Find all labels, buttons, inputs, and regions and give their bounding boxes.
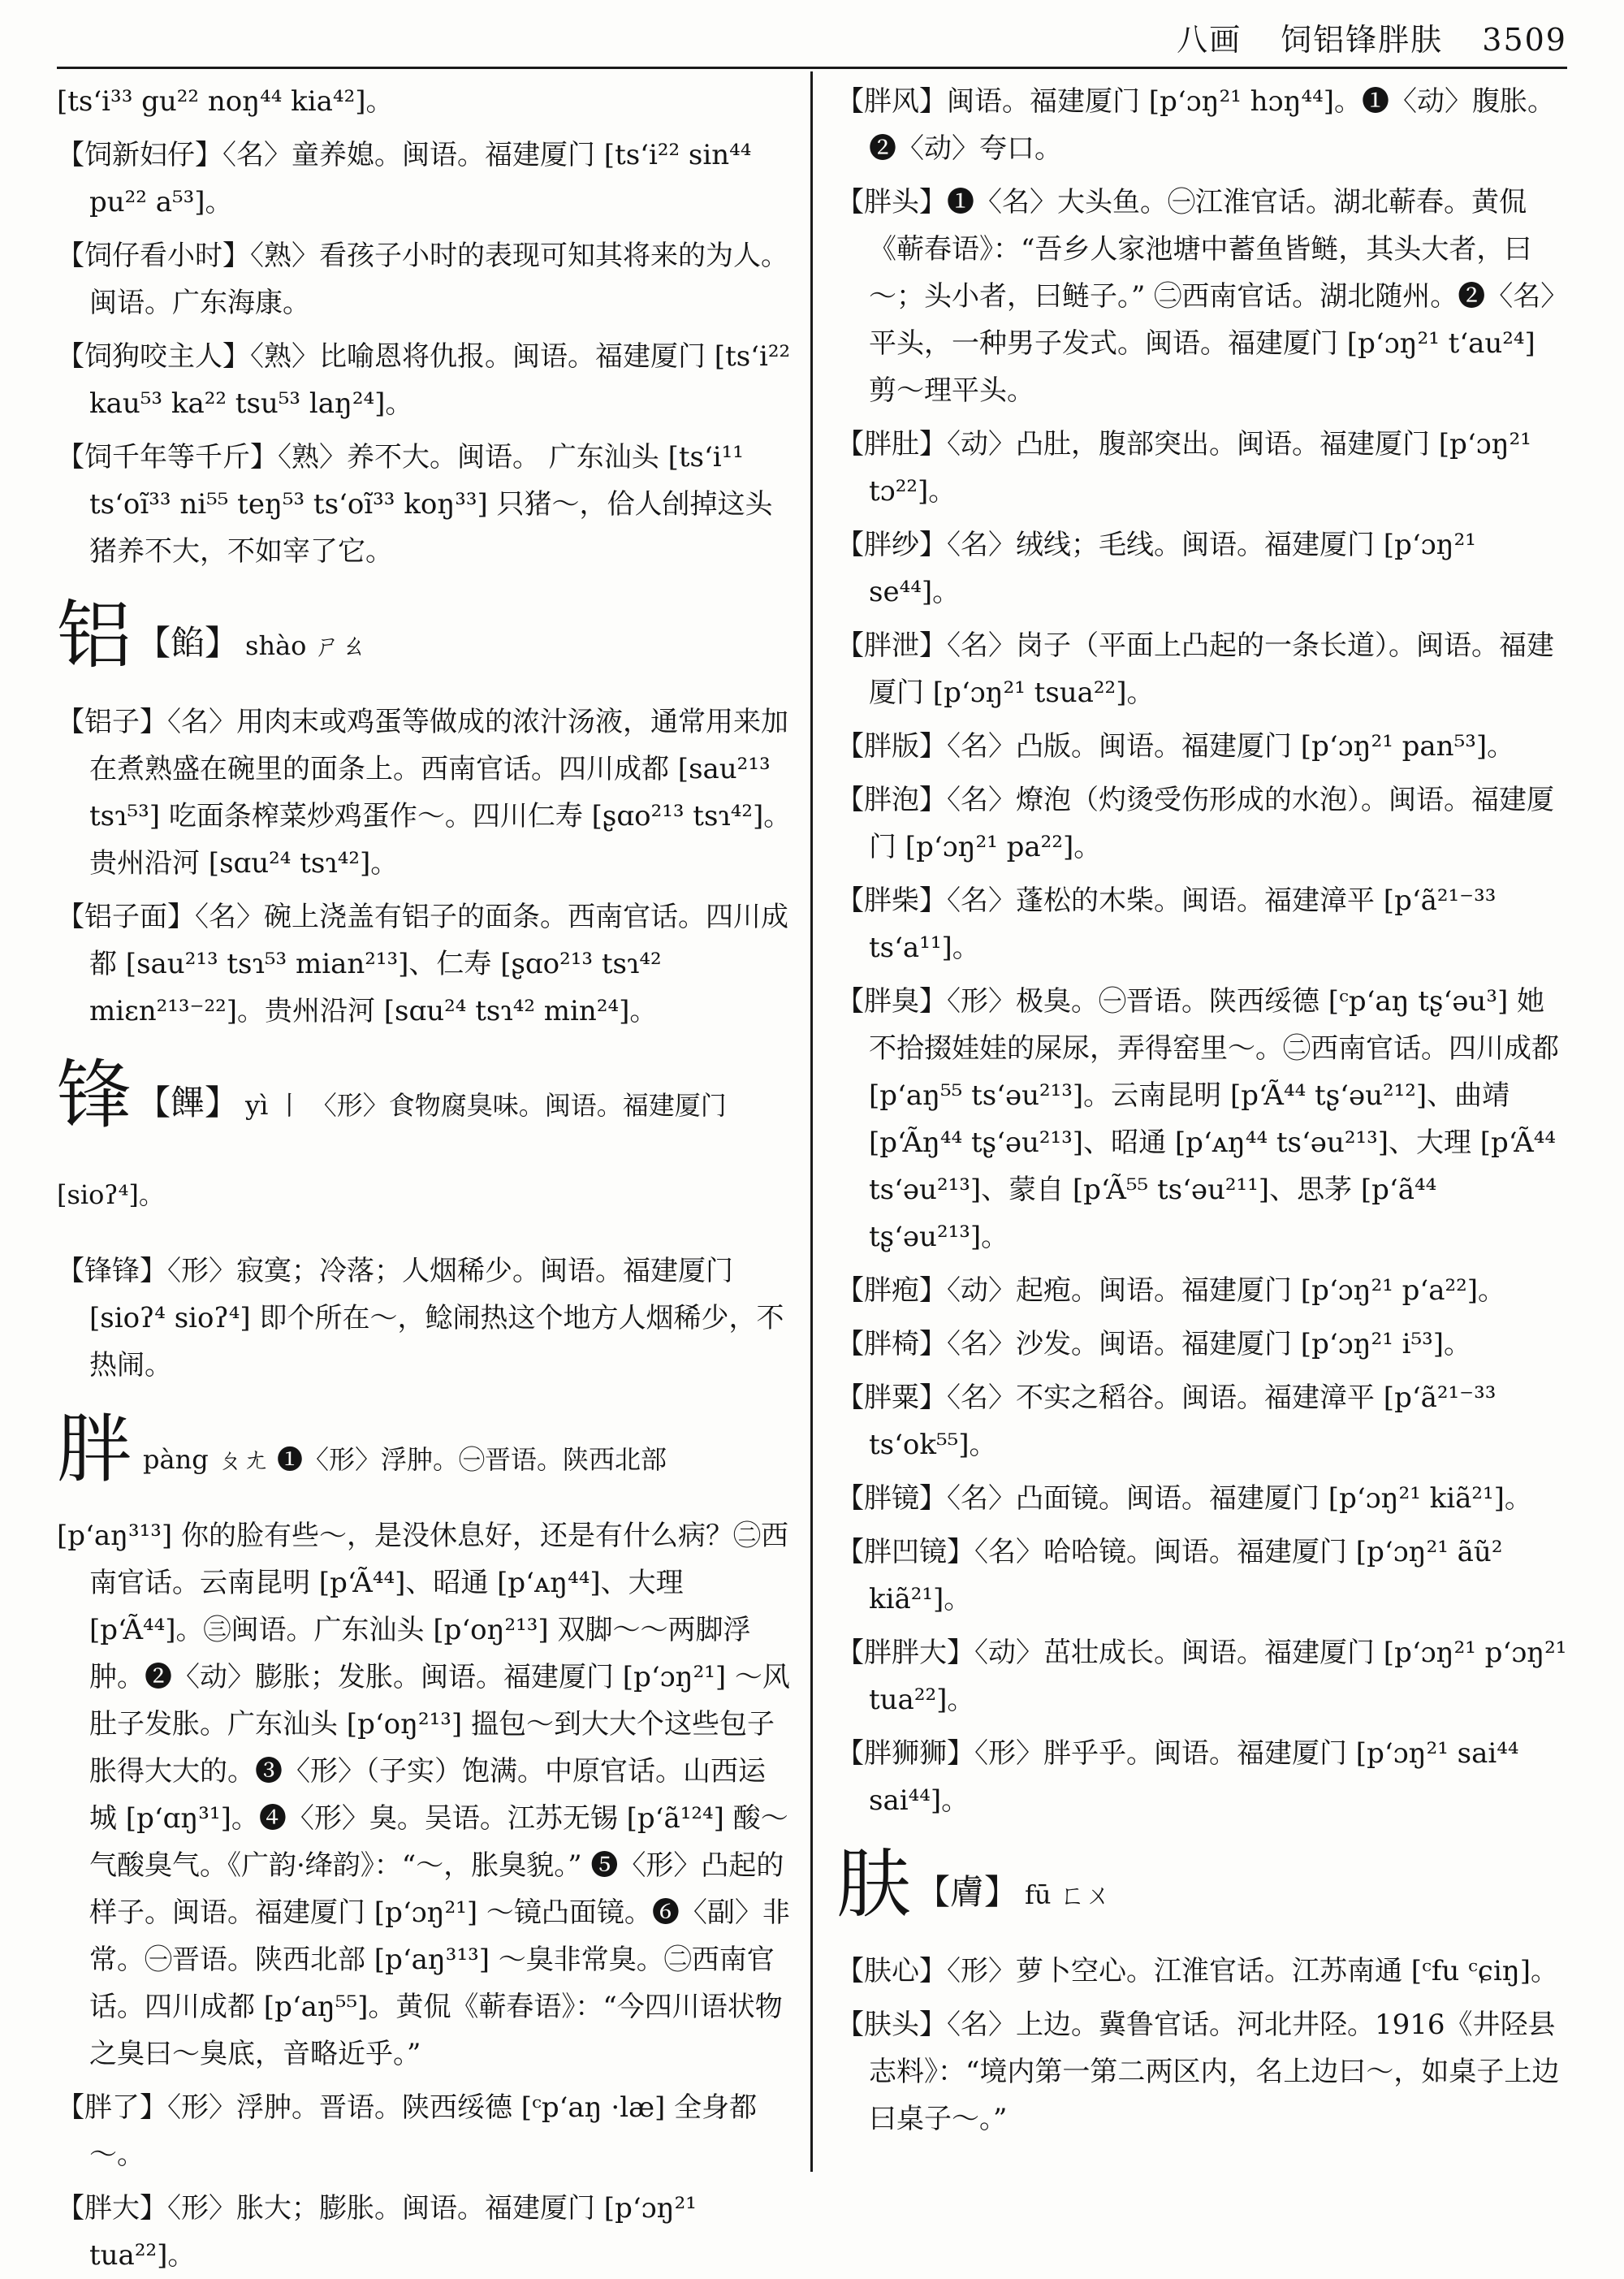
- pronunciation: shào ㄕㄠ: [245, 630, 367, 661]
- left-column: [57, 78, 792, 2272]
- head-character-glyph: 锋: [57, 1052, 132, 1139]
- dictionary-entry: [ts‘i³³ gu²² noŋ⁴⁴ kia⁴²]。: [57, 85, 394, 118]
- dictionary-entry: 【胖风】闽语。福建厦门 [p‘ɔŋ²¹ hɔŋ⁴⁴]。❶〈动〉腹胀。❷〈动〉夸口。: [836, 85, 1556, 165]
- dictionary-entry: 【胖椅】〈名〉沙发。闽语。福建厦门 [p‘ɔŋ²¹ i⁵³]。: [836, 1328, 1472, 1360]
- dictionary-entry: 【胖头】❶〈名〉大头鱼。㊀江淮官话。湖北蕲春。黄侃《蕲春语》：“吾乡人家池塘中蓄鱼皆鲢，其头大者，曰～；头小者，曰鲢子。” ㊁西南官话。湖北随州。❷〈名〉平头，一种男子发式。闽语。福建厦门 [p‘ɔŋ²¹ t‘au²⁴] 剪～理平头。: [836, 186, 1569, 407]
- dictionary-entry: 【胖泄】〈名〉岗子（平面上凸起的一条长道）。闽语。福建厦门 [p‘ɔŋ²¹ tsua²²]。: [836, 629, 1554, 709]
- head-character: [836, 1840, 1571, 1940]
- dictionary-entry: 【胖凹镜】〈名〉哈哈镜。闽语。福建厦门 [p‘ɔŋ²¹ ãũ² kiã²¹]。: [836, 1536, 1503, 1615]
- dictionary-entry: 【胖粟】〈名〉不实之稻谷。闽语。福建漳平 [p‘ã²¹⁻³³ ts‘ok⁵⁵]。: [836, 1382, 1497, 1461]
- dictionary-entry: 【胖柴】〈名〉蓬松的木柴。闽语。福建漳平 [p‘ã²¹⁻³³ ts‘a¹¹]。: [836, 884, 1497, 964]
- dictionary-entry: 【饲千年等千斤】〈熟〉养不大。闽语。 广东汕头 [ts‘i¹¹ ts‘oĩ³³ ni⁵⁵ teŋ⁵³ ts‘oĩ³³ koŋ³³] 只猪～，佮人刣掉这头猪养不大，不如宰了它。: [57, 441, 773, 568]
- variant-form: 【膚】: [916, 1872, 1019, 1912]
- dictionary-entry: 【锋锋】〈形〉寂寞；冷落；人烟稀少。闽语。福建厦门 [sioʔ⁴ sioʔ⁴] 即个所在～，鲶闹热这个地方人烟稀少，不热闹。: [57, 1255, 784, 1382]
- dictionary-entry: 【肤头】〈名〉上边。冀鲁官话。河北井陉。1916《井陉县志料》：“境内第一第二两区内，名上边曰～，如桌子上边曰桌子～。”: [836, 2009, 1560, 2135]
- dictionary-entry: 【胖纱】〈名〉绒线；毛线。闽语。福建厦门 [p‘ɔŋ²¹ se⁴⁴]。: [836, 529, 1476, 608]
- section-label: 八画: [1177, 22, 1242, 58]
- pronunciation: fū ㄈㄨ: [1025, 1879, 1112, 1910]
- column-divider: [810, 71, 813, 2172]
- dictionary-entry: 【铝子面】〈名〉碗上浇盖有铝子的面条。西南官话。四川成都 [sau²¹³ tsɿ⁵³ mian²¹³]、仁寿 [ʂɑo²¹³ tsɿ⁴² miɛn²¹³⁻²²]。贵州沿河 [sɑu²⁴ tsɿ⁴² min²⁴]。: [57, 901, 788, 1027]
- head-character-glyph: 铝: [57, 592, 132, 679]
- head-character-glyph: 胖: [57, 1406, 132, 1493]
- dictionary-entry: 【胖疱】〈动〉起疱。闽语。福建厦门 [p‘ɔŋ²¹ p‘a²²]。: [836, 1274, 1506, 1307]
- dictionary-entry: 【铝子】〈名〉用肉末或鸡蛋等做成的浓汁汤液，通常用来加在煮熟盛在碗里的面条上。西南官话。四川成都 [sau²¹³ tsɿ⁵³] 吃面条榨菜炒鸡蛋作～。四川仁寿 [ʂɑo²¹³ tsɿ⁴²]。贵州沿河 [sɑu²⁴ tsɿ⁴²]。: [57, 706, 792, 880]
- dictionary-entry: 【饲新妇仔】〈名〉童养媳。闽语。福建厦门 [ts‘i²² sin⁴⁴ pu²² a⁵³]。: [57, 139, 752, 218]
- dictionary-entry: 【饲狗咬主人】〈熟〉比喻恩将仇报。闽语。福建厦门 [ts‘i²² kau⁵³ ka²² tsu⁵³ laŋ²⁴]。: [57, 340, 791, 420]
- head-character: [57, 1051, 792, 1239]
- dictionary-entry: 【饲仔看小时】〈熟〉看孩子小时的表现可知其将来的为人。闽语。广东海康。: [57, 240, 788, 319]
- head-character: [57, 591, 792, 690]
- pronunciation: yì 丨 〈形〉食物腐臭味。闽语。福建厦门 [sioʔ⁴]。: [57, 1090, 727, 1210]
- dictionary-entry: 【胖了】〈形〉浮肿。晋语。陕西绥德 [ᶜp‘aŋ ·læ] 全身都～。: [57, 2091, 758, 2171]
- head-character-glyph: 肤: [836, 1841, 912, 1928]
- page-number: 3509: [1482, 22, 1567, 58]
- head-character: [57, 1405, 792, 1504]
- dictionary-entry: 【胖泡】〈名〉燎泡（灼烫受伤形成的水泡）。闽语。福建厦门 [p‘ɔŋ²¹ pa²²]。: [836, 784, 1554, 863]
- variant-form: 【餡】: [136, 623, 240, 663]
- dictionary-entry: 【胖胖大】〈动〉茁壮成长。闽语。福建厦门 [p‘ɔŋ²¹ p‘ɔŋ²¹ tua²²]。: [836, 1637, 1567, 1716]
- page-header: [1149, 15, 1567, 59]
- header-chars: 饲铝锋胖肤: [1281, 22, 1444, 58]
- header-rule: [57, 67, 1567, 69]
- dictionary-entry: 【胖版】〈名〉凸版。闽语。福建厦门 [p‘ɔŋ²¹ pan⁵³]。: [836, 730, 1515, 763]
- pronunciation: pàng ㄆㄤ ❶〈形〉浮肿。㊀晋语。陕西北部: [143, 1444, 667, 1475]
- dictionary-entry: 【胖狮狮】〈形〉胖乎乎。闽语。福建厦门 [p‘ɔŋ²¹ sai⁴⁴ sai⁴⁴]。: [836, 1737, 1519, 1817]
- dictionary-entry: 【胖臭】〈形〉极臭。㊀晋语。陕西绥德 [ᶜp‘aŋ tʂ‘əu³] 她不拾掇娃娃的屎尿，弄得窑里～。㊁西南官话。四川成都 [p‘aŋ⁵⁵ ts‘əu²¹³]。云南昆明 [p‘Ã⁴⁴ tʂ‘əu²¹²]、曲靖 [p‘Ãŋ⁴⁴ tʂ‘əu²¹³]、昭通 [p‘ᴀŋ⁴⁴ ts‘əu²¹³]、大理 [p‘Ã⁴⁴ ts‘əu²¹³]、蒙自 [p‘Ã⁵⁵ ts‘əu²¹¹]、思茅 [p‘ã⁴⁴ tʂ‘əu²¹³]。: [836, 985, 1559, 1253]
- dictionary-entry: 【胖肚】〈动〉凸肚，腹部突出。闽语。福建厦门 [p‘ɔŋ²¹ tɔ²²]。: [836, 428, 1531, 508]
- right-column: [836, 78, 1571, 2177]
- dictionary-entry: [p‘aŋ³¹³] 你的脸有些～，是没休息好，还是有什么病？㊁西南官话。云南昆明 [p‘Ã⁴⁴]、昭通 [p‘ᴀŋ⁴⁴]、大理 [p‘Ã⁴⁴]。㊂闽语。广东汕头 [p‘oŋ²¹³] 双脚～～两脚浮肿。❷〈动〉膨胀；发胀。闽语。福建厦门 [p‘ɔŋ²¹] ～风肚子发胀。广东汕头 [p‘oŋ²¹³] 搵包～到大大个这些包子胀得大大的。❸〈形〉（子实）饱满。中原官话。山西运城 [p‘ɑŋ³¹]。❹〈形〉臭。吴语。江苏无锡 [p‘ã¹²⁴] 酸～气酸臭气。《广韵·绛韵》：“～，胀臭貌。” ❺〈形〉凸起的样子。闽语。福建厦门 [p‘ɔŋ²¹] ～镜凸面镜。❻〈副〉非常。㊀晋语。陕西北部 [p‘aŋ³¹³] ～臭非常臭。㊁西南官话。四川成都 [p‘aŋ⁵⁵]。黄侃《蕲春语》：“今四川语状物之臭曰～臭底，音略近乎。”: [57, 1520, 790, 2070]
- dictionary-entry: 【肤心】〈形〉萝卜空心。江淮官话。江苏南通 [ᶜfu ᶜɕiŋ]。: [836, 1955, 1558, 1987]
- dictionary-entry: 【胖镜】〈名〉凸面镜。闽语。福建厦门 [p‘ɔŋ²¹ kiã²¹]。: [836, 1482, 1532, 1515]
- variant-form: 【饆】: [136, 1083, 240, 1122]
- dictionary-entry: 【胖大】〈形〉胀大；膨胀。闽语。福建厦门 [p‘ɔŋ²¹ tua²²]。: [57, 2192, 697, 2272]
